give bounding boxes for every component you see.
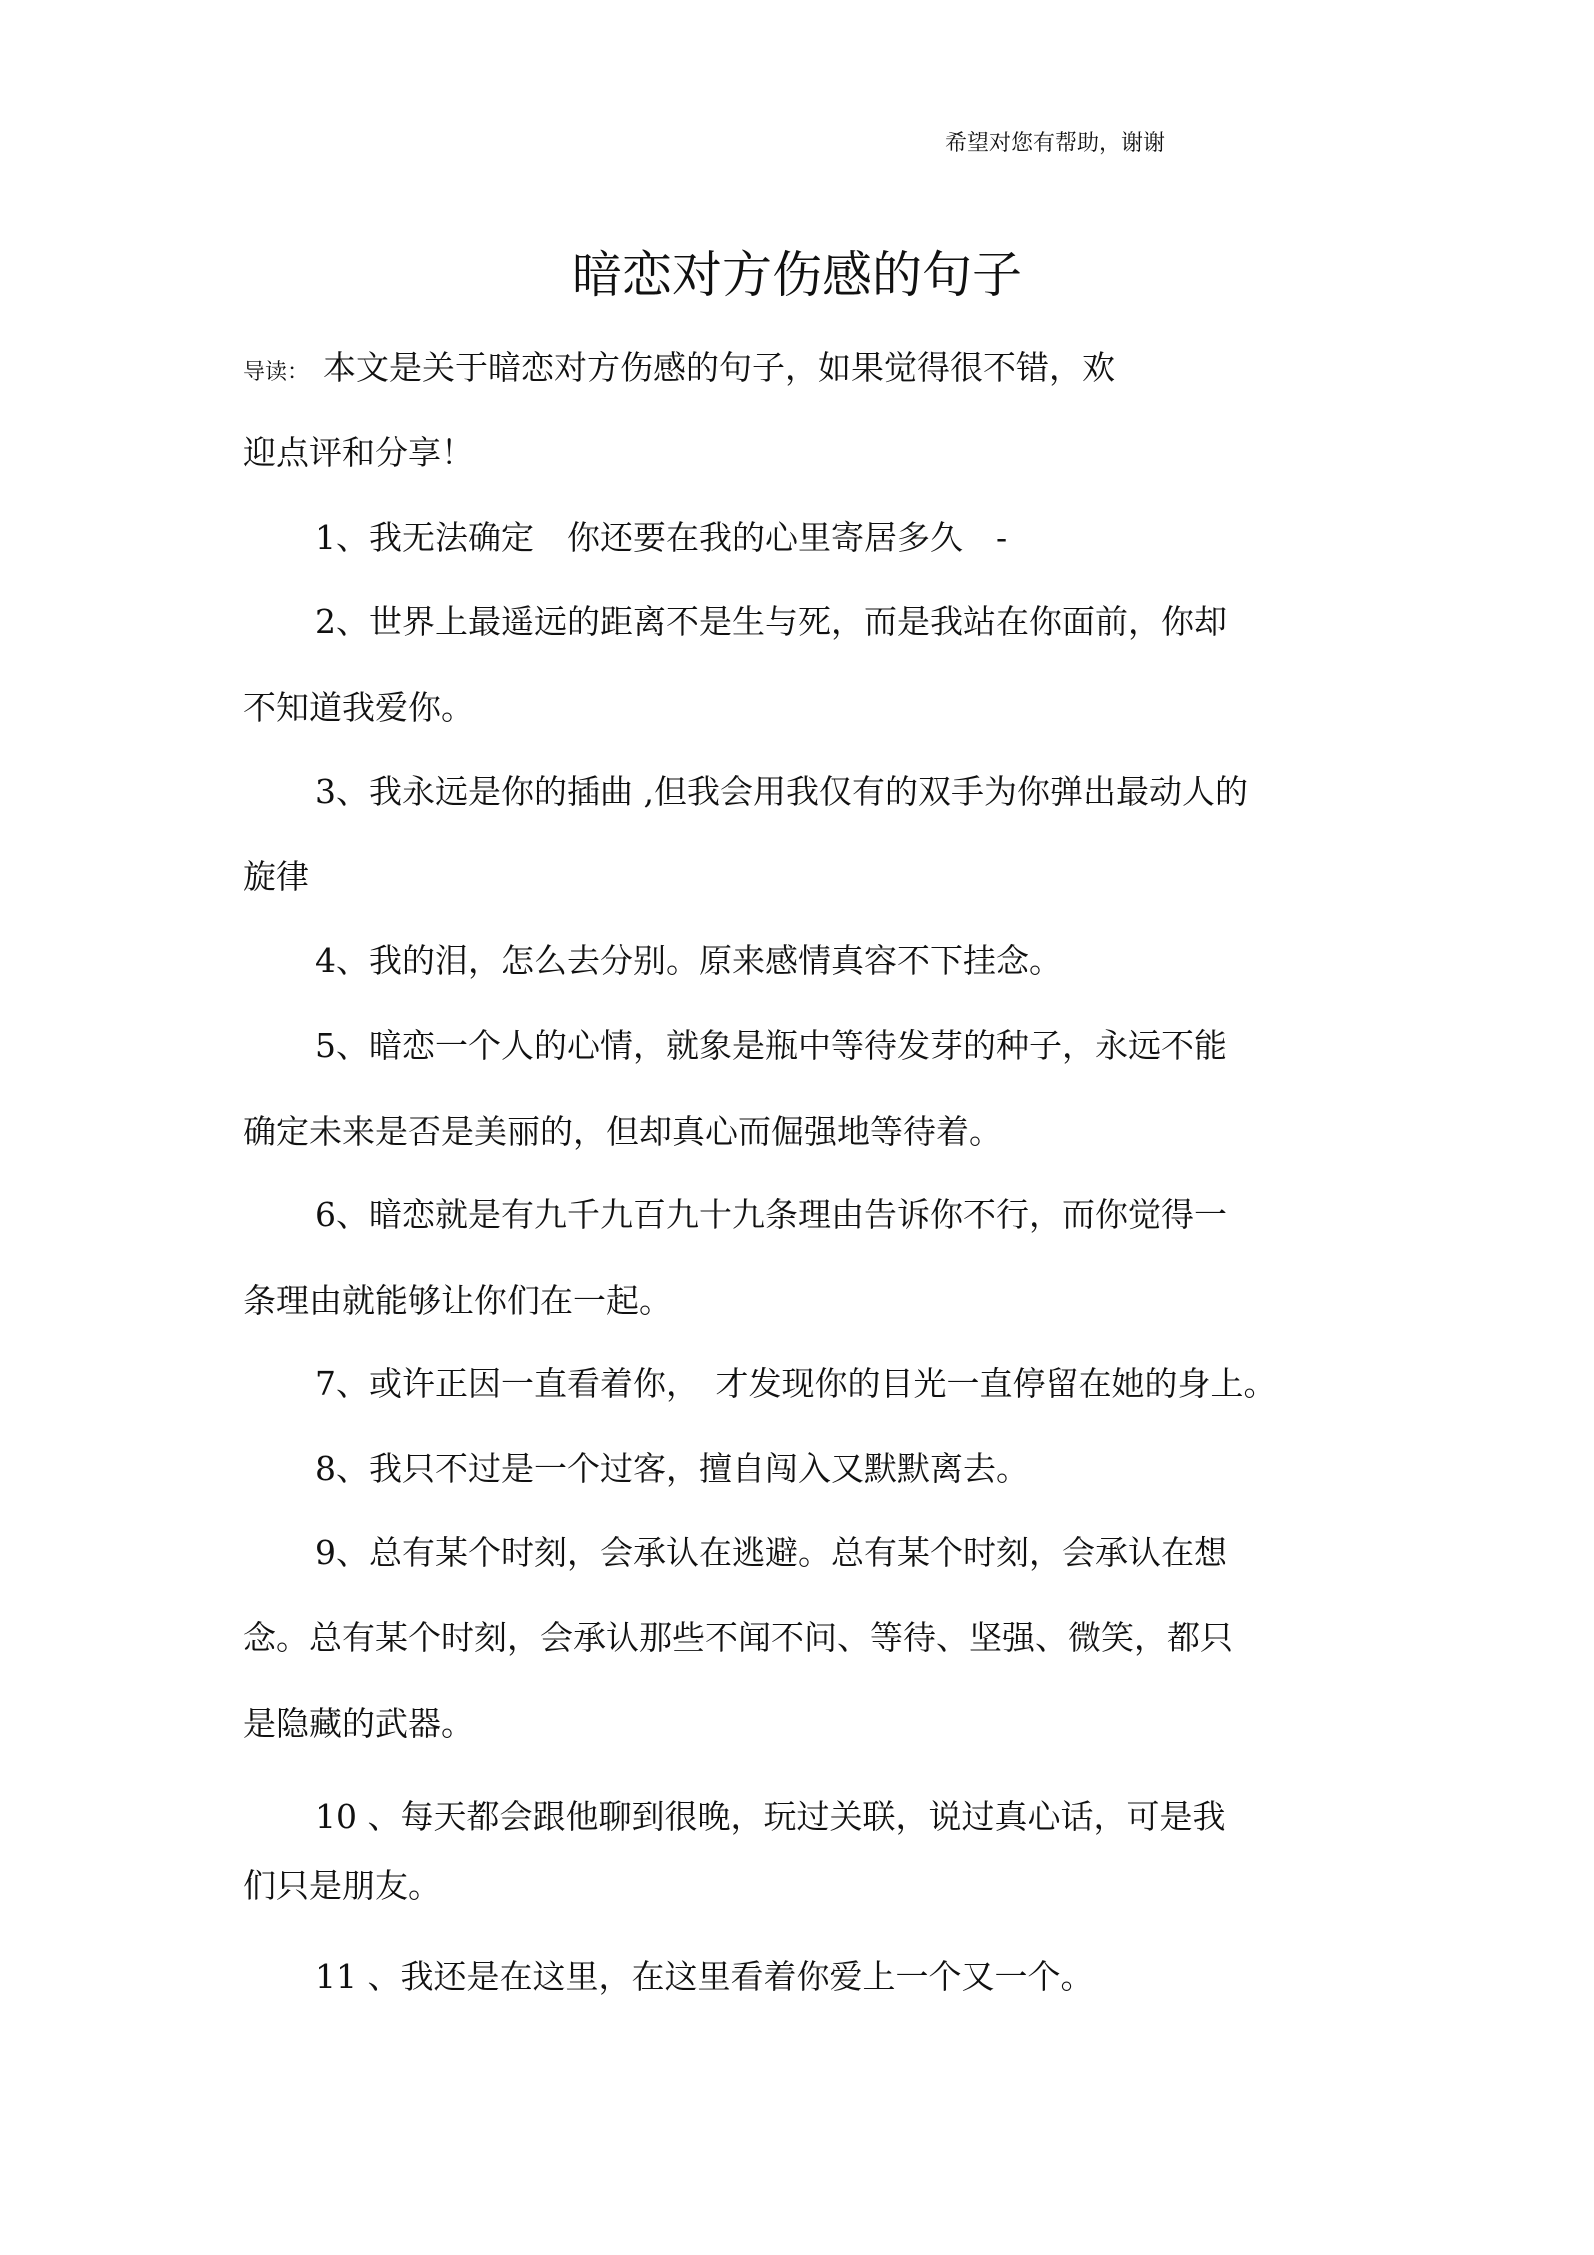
item-4-line: 4、我的泪，怎么去分别。原来感情真容不下挂念。: [315, 941, 1062, 980]
item-6-line-1: 6、暗恋就是有九千九百九十九条理由告诉你不行，而你觉得一: [315, 1195, 1227, 1234]
item-8-line: 8、我只不过是一个过客，擅自闯入又默默离去。: [315, 1449, 1029, 1488]
document-title: 暗恋对方伤感的句子: [572, 246, 1022, 304]
intro-line-1: [243, 346, 1115, 395]
item-9-line-3: 是隐藏的武器。: [243, 1704, 474, 1743]
item-3-line-2: 旋律: [243, 857, 309, 896]
item-10-line-1: 10 、每天都会跟他聊到很晚，玩过关联，说过真心话，可是我: [315, 1797, 1226, 1836]
header-note: 希望对您有帮助，谢谢: [945, 131, 1166, 156]
item-5-line-2: 确定未来是否是美丽的，但却真心而倔强地等待着。: [243, 1112, 1002, 1151]
item-9-line-1: 9、总有某个时刻，会承认在逃避。总有某个时刻，会承认在想: [315, 1533, 1227, 1572]
item-5-line-1: 5、暗恋一个人的心情，就象是瓶中等待发芽的种子，永远不能: [315, 1026, 1227, 1065]
item-9-line-2: 念。总有某个时刻，会承认那些不闻不问、等待、坚强、微笑，都只: [243, 1618, 1233, 1657]
item-11-line: 11 、我还是在这里，在这里看着你爱上一个又一个。: [315, 1957, 1094, 1996]
item-1-line: 1、我无法确定 你还要在我的心里寄居多久 -: [315, 518, 1008, 557]
intro-label: 导读：: [243, 360, 310, 385]
item-10-line-2: 们只是朋友。: [243, 1866, 441, 1905]
item-7-line: 7、或许正因一直看着你， 才发现你的目光一直停留在她的身上。: [315, 1364, 1277, 1403]
item-2-line-1: 2、世界上最遥远的距离不是生与死，而是我站在你面前，你却: [315, 602, 1227, 641]
item-3-line-1: 3、我永远是你的插曲 ,但我会用我仅有的双手为你弹出最动人的: [315, 772, 1248, 811]
intro-line-2: 迎点评和分享！: [243, 433, 474, 472]
intro-text-1: 本文是关于暗恋对方伤感的句子，如果觉得很不错，欢: [323, 348, 1116, 387]
item-2-line-2: 不知道我爱你。: [243, 688, 474, 727]
item-6-line-2: 条理由就能够让你们在一起。: [243, 1281, 672, 1320]
